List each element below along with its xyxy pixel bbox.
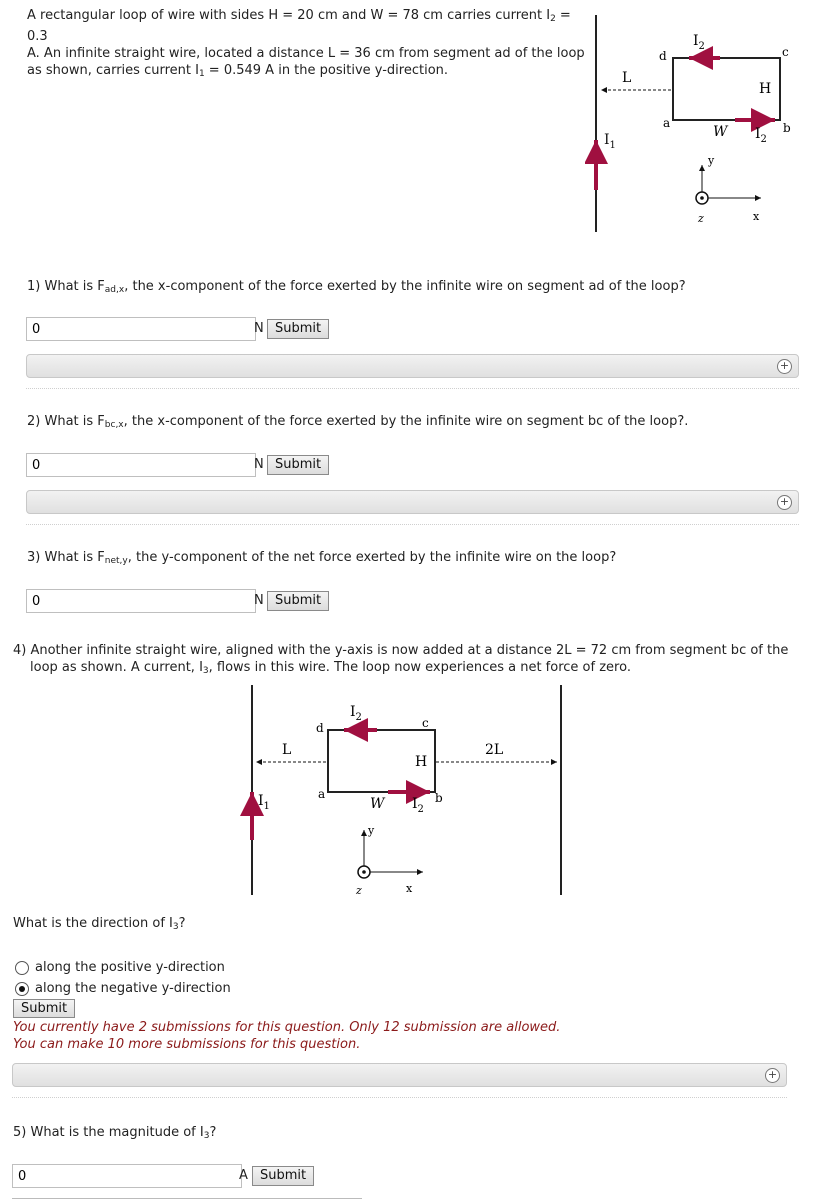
label-w: W: [370, 796, 385, 812]
expand-plus-icon[interactable]: +: [777, 359, 792, 374]
unit-3: N: [254, 593, 264, 608]
hint-bar-1[interactable]: [26, 354, 799, 378]
label-i2-top: $I_2$: [350, 704, 362, 723]
separator: [26, 388, 799, 389]
label-d: d: [659, 49, 667, 63]
intro-line-1: A rectangular loop of wire with sides H = 20 cm and W = 78 cm carries current $I_2 = 0.3$: [27, 8, 571, 44]
question-1-text: 1) What is $F_{ad,x}$, the x-component of the force exerted by the infinite wire on segment ad of the loop?: [27, 279, 686, 295]
expand-plus-icon[interactable]: +: [777, 495, 792, 510]
label-x: x: [406, 882, 413, 895]
submit-1-button[interactable]: Submit: [267, 319, 329, 339]
unit-5: A: [239, 1168, 248, 1183]
answer-5-input[interactable]: [12, 1164, 242, 1188]
separator: [26, 524, 799, 525]
option-positive-y[interactable]: along the positive y-direction: [15, 960, 225, 975]
label-x: x: [753, 210, 760, 223]
submit-3-button[interactable]: Submit: [267, 591, 329, 611]
figure-loop-one-wire: [585, 10, 815, 235]
label-d: d: [316, 721, 324, 735]
question-4-subtext: What is the direction of $I_3$?: [13, 916, 186, 932]
label-h: H: [415, 754, 428, 770]
answer-1-input[interactable]: [26, 317, 256, 341]
label-a: a: [663, 116, 671, 130]
label-b: b: [783, 121, 791, 135]
unit-1: N: [254, 321, 264, 336]
hint-bar-5-edge: [12, 1198, 362, 1199]
unit-2: N: [254, 457, 264, 472]
label-c: c: [782, 45, 789, 59]
submit-2-button[interactable]: Submit: [267, 455, 329, 475]
label-i2-bottom: $I_2$: [755, 126, 767, 145]
answer-3-input[interactable]: [26, 589, 256, 613]
label-2l: 2L: [485, 742, 504, 758]
question-4-line-2: loop as shown. A current, $I_3$, flows in this wire. The loop now experiences a net force of zero.: [30, 660, 631, 676]
intro-line-3: as shown, carries current $I_1 = 0.549$ A in the positive y-direction.: [27, 63, 449, 79]
label-c: c: [422, 716, 429, 730]
label-l: L: [282, 742, 292, 758]
submission-note-2: You can make 10 more submissions for this question.: [13, 1037, 361, 1052]
question-4-line-1: 4) Another infinite straight wire, aligned with the y-axis is now added at a distance 2L = 72 cm from segment bc of the: [13, 643, 789, 658]
radio-negative-y[interactable]: [15, 982, 29, 996]
option-negative-y[interactable]: along the negative y-direction: [15, 981, 231, 996]
hint-bar-2[interactable]: [26, 490, 799, 514]
expand-plus-icon[interactable]: +: [765, 1068, 780, 1083]
label-a: a: [318, 787, 326, 801]
question-4-text: [13, 642, 813, 680]
label-z: z: [698, 212, 704, 225]
label-h: H: [759, 81, 772, 97]
label-b: b: [435, 791, 443, 805]
label-i2-top: $I_2$: [693, 33, 705, 52]
separator: [12, 1097, 787, 1098]
label-y: y: [368, 824, 375, 837]
hint-bar-4[interactable]: [12, 1063, 787, 1087]
submit-5-button[interactable]: Submit: [252, 1166, 314, 1186]
question-3-text: 3) What is $F_{net,y}$, the y-component of the net force exerted by the infinite wire on the loop?: [27, 550, 617, 566]
label-l: L: [622, 70, 632, 86]
submission-note-1: You currently have 2 submissions for this question. Only 12 submission are allowed.: [13, 1020, 561, 1035]
label-w: W: [713, 124, 728, 140]
intro-line-2: A. An infinite straight wire, located a distance L = 36 cm from segment ad of the loop: [27, 46, 585, 61]
label-i1: $I_1$: [258, 793, 270, 812]
label-i2-bottom: $I_2$: [412, 796, 424, 815]
label-y: y: [708, 154, 715, 167]
label-i1: $I_1$: [604, 132, 616, 151]
problem-intro: [27, 7, 587, 83]
label-z: z: [356, 884, 362, 897]
figure-loop-two-wires: [240, 680, 570, 900]
answer-2-input[interactable]: [26, 453, 256, 477]
question-5-text: 5) What is the magnitude of $I_3$?: [13, 1125, 217, 1141]
question-2-text: 2) What is $F_{bc,x}$, the x-component of the force exerted by the infinite wire on segment bc of the loop?.: [27, 414, 689, 430]
radio-positive-y[interactable]: [15, 961, 29, 975]
submit-4-button[interactable]: Submit: [13, 999, 75, 1018]
